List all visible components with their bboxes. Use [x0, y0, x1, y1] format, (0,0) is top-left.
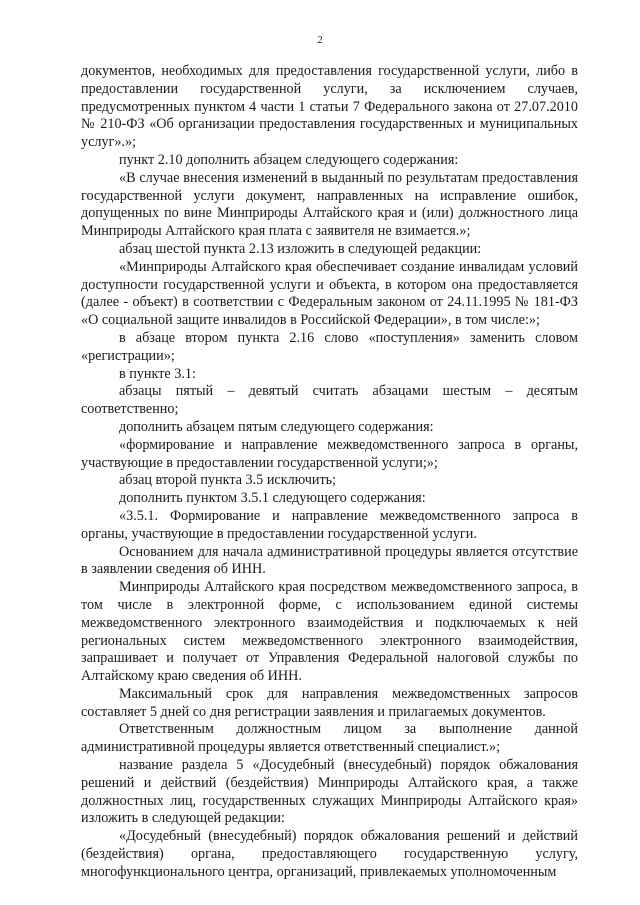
paragraph: в пункте 3.1: — [119, 365, 196, 382]
paragraph: Ответственным должностным лицом за выполнение данной административной процедуры является ответственный специалист.»; — [81, 721, 578, 756]
paragraph: «В случае внесения изменений в выданный по результатам предоставления государственной услуги документ, направленных на исправление ошибок, допущенных по вине Минприроды Алтайского края и (или) должностного лица Минприроды Алтайского края плата с заявителя не взимается.»; — [81, 169, 578, 240]
document-body — [81, 63, 578, 882]
paragraph: дополнить пунктом 3.5.1 следующего содержания: — [119, 490, 426, 507]
paragraph: в абзаце втором пункта 2.16 слово «поступления» заменить словом «регистрации»; — [81, 329, 578, 364]
paragraph: Максимальный срок для направления межведомственных запросов составляет 5 дней со дня регистрации заявления и прилагаемых документов. — [81, 685, 578, 720]
paragraph: пункт 2.10 дополнить абзацем следующего содержания: — [119, 151, 459, 168]
paragraph: «Досудебный (внесудебный) порядок обжалования решений и действий (бездействия) органа, предоставляющего государственную услугу, многофункционального центра, организаций, привлекаемых уполномоченным — [81, 828, 578, 880]
paragraph: название раздела 5 «Досудебный (внесудебный) порядок обжалования решений и действий (бездействия) Минприроды Алтайского края, а также должностных лиц, государственных служащих Минприроды Алтайского края» изложить в следующей редакции: — [81, 757, 578, 827]
paragraph: абзацы пятый – девятый считать абзацами шестым – десятым соответственно; — [81, 383, 578, 418]
paragraph: документов, необходимых для предоставления государственной услуги, либо в предоставлении государственной услуги, за исключением случаев, предусмотренных пунктом 4 части 1 статьи 7 Федерального закона от 27.07.2010 № 210-ФЗ «Об организации предоставления государственных и муниципальных услуг».»; — [81, 63, 578, 151]
paragraph: «Минприроды Алтайского края обеспечивает создание инвалидам условий доступности государственной услуги и объекта, в котором она предоставляется (далее - объект) в соответствии с Федеральным законом от 24.11.1995 № 181-ФЗ «О социальной защите инвалидов в Российской Федерации», в том числе:»; — [81, 258, 578, 329]
paragraph: «формирование и направление межведомственного запроса в органы, участвующие в предоставлении государственной услуги;»; — [81, 436, 578, 471]
page-number: 2 — [317, 34, 323, 46]
paragraph: дополнить абзацем пятым следующего содержания: — [119, 418, 434, 435]
paragraph: Основанием для начала административной процедуры является отсутствие в заявлении сведения об ИНН. — [81, 543, 578, 578]
paragraph: Минприроды Алтайского края посредством межведомственного запроса, в том числе в электронной форме, с использованием единой системы межведомственного электронного взаимодействия и подключаемых к ней региональных систем межведомственного электронного взаимодействия, запрашивает и получает от Управления Федеральной налоговой службы по Алтайскому краю сведения об ИНН. — [81, 579, 578, 685]
paragraph: абзац шестой пункта 2.13 изложить в следующей редакции: — [119, 240, 482, 257]
paragraph: «3.5.1. Формирование и направление межведомственного запроса в органы, участвующие в предоставлении государственной услуги. — [81, 507, 578, 542]
paragraph: абзац второй пункта 3.5 исключить; — [119, 472, 337, 489]
